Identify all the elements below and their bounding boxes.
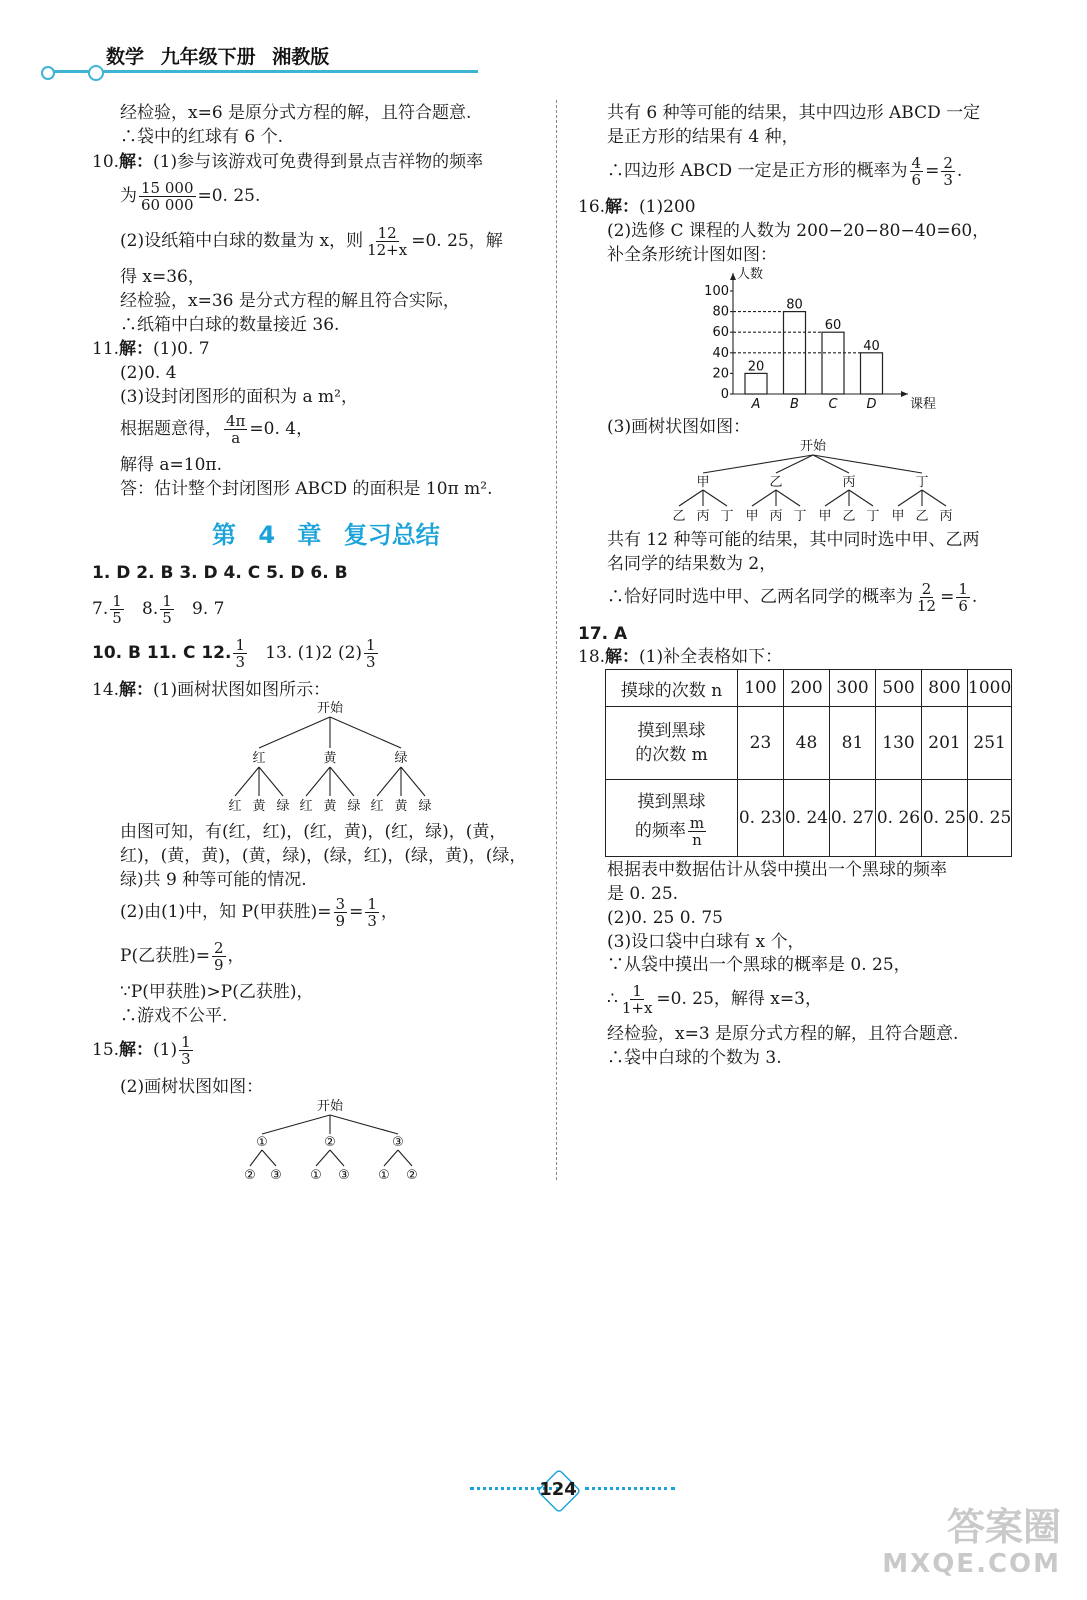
frequency-table — [605, 669, 1012, 857]
right-fraction — [941, 155, 955, 188]
tree-edge — [401, 767, 425, 796]
table-cell: 0. 24 — [784, 780, 830, 857]
q14-text: (1)画树状图如图所示： — [153, 680, 331, 700]
frac-num: 2 — [921, 580, 932, 598]
q16-line — [578, 195, 696, 219]
q11-line: (2)0. 4 — [120, 363, 177, 383]
q14-line: ∵P(甲获胜)>P(乙获胜)， — [120, 982, 314, 1002]
y-axis-arrow — [730, 273, 736, 280]
frac-num: 1 — [367, 895, 377, 913]
tree-edge — [898, 490, 922, 506]
row-label: 摸到黑球 — [637, 791, 706, 812]
tree-edge — [849, 490, 873, 506]
tree-edge — [398, 1150, 412, 1166]
tree-leaf: 丁 — [793, 509, 807, 524]
q14-line: P(乙获胜)= $\frac{2}{9}$ ， — [120, 939, 245, 974]
frac-den: n — [692, 830, 702, 849]
tree-leaf: 丙 — [939, 509, 953, 524]
tree-edge — [330, 717, 401, 748]
q11-number: 11. — [92, 339, 120, 359]
answer-8: 8. — [142, 599, 159, 619]
tree-leaf: 甲 — [818, 509, 832, 524]
page-number — [533, 1470, 583, 1510]
row-label: 的次数 m — [635, 745, 708, 765]
tree-edge — [259, 717, 330, 748]
frac-den: 9 — [335, 912, 346, 930]
left-line: ∴袋中的红球有 6 个. — [120, 127, 284, 147]
bar-value-label: 40 — [863, 338, 880, 354]
q18-line — [607, 980, 822, 1018]
q14-number: 14. — [92, 680, 120, 700]
q15-number: 15. — [92, 1040, 120, 1060]
watermark-logo: 答案圈 — [946, 1505, 1061, 1549]
q10-number: 10. — [92, 152, 120, 172]
bar-value-label: 20 — [747, 359, 765, 375]
q11-frac-den: a — [231, 429, 241, 447]
frac-num: 4 — [911, 154, 922, 172]
tree-leaf: 甲 — [891, 509, 905, 524]
tree-root: 开始 — [316, 701, 344, 716]
frac-num: 2 — [213, 939, 224, 957]
chapter-title: 第 4 章 复习总结 — [212, 521, 440, 549]
left-line: 经检验，x=6 是原分式方程的解，且符合题意. — [120, 103, 472, 123]
q11-text: 根据题意得， — [120, 419, 222, 439]
answer-9: 9. 7 — [192, 599, 225, 619]
q18-jie: 解： — [605, 647, 640, 667]
q10-fraction — [139, 180, 196, 213]
header-dot-small — [41, 66, 55, 80]
q14-line: (2)由(1)中，知 P(甲获胜)= $\frac{3}{9}$ = $\frac{1}{3}$ ， — [120, 895, 398, 930]
q18-number: 18. — [578, 647, 606, 667]
tree-root: 开始 — [316, 1099, 344, 1114]
tree-edge — [679, 490, 703, 506]
answers-row — [92, 590, 224, 628]
q16-line: 共有 12 种等可能的结果，其中同时选中甲、乙两 — [607, 530, 980, 550]
frac-den: 3 — [367, 912, 377, 930]
q16-line: 名同学的结果数为 2， — [607, 554, 777, 574]
tree-node-1: 黄 — [323, 751, 337, 766]
q17-line: 17. A — [578, 624, 628, 644]
q16-line: (3)画树状图如图： — [607, 417, 751, 437]
y-tick-label: 40 — [712, 345, 729, 361]
q10-frac-den: 60 000 — [141, 196, 194, 214]
header-subject: 数学 — [106, 46, 145, 68]
bar-A — [745, 373, 767, 394]
table-fraction — [688, 815, 706, 848]
table-cell: 800 — [922, 670, 968, 707]
table-cell: 500 — [876, 670, 922, 707]
q10-text: (2)设纸箱中白球的数量为 x，则 — [120, 231, 364, 251]
table-cell: 0. 23 — [738, 780, 784, 857]
q14-fraction — [365, 896, 379, 929]
frac-den: 5 — [112, 609, 122, 627]
tree-leaf: 丙 — [769, 509, 783, 524]
frac-den: 9 — [213, 956, 224, 974]
x-tick-label: A — [751, 397, 761, 412]
q10-text: 为 — [120, 186, 137, 206]
tree-edge — [384, 1150, 398, 1166]
table-cell: 81 — [830, 707, 876, 780]
table-cell: 300 — [830, 670, 876, 707]
tree-leaf: ① — [378, 1168, 390, 1183]
q11-jie: 解： — [119, 339, 154, 359]
tree-node-1: 绿 — [394, 751, 408, 766]
tree-leaf: ② — [406, 1168, 418, 1183]
table-row — [606, 670, 1012, 707]
table-header-cell: 摸球的次数 n — [606, 670, 738, 707]
q14-text: P(乙获胜)= — [120, 946, 210, 966]
q18-line: ∵从袋中摸出一个黑球的概率是 0. 25， — [607, 955, 911, 975]
q10-line: ∴纸箱中白球的数量接近 36. — [120, 315, 340, 335]
tree-leaf: ③ — [338, 1168, 350, 1183]
x-tick-label: B — [790, 397, 799, 412]
right-fraction — [620, 983, 655, 1016]
tree-edge — [330, 767, 354, 796]
tree-branch-yellow — [299, 767, 360, 814]
q10-jie: 解： — [119, 152, 154, 172]
q14-fraction — [212, 940, 226, 973]
tree-edge — [235, 767, 259, 796]
y-axis-label: 人数 — [737, 267, 764, 282]
watermark-url: MXQE.COM — [882, 1549, 1061, 1579]
frac-num: 1 — [235, 636, 245, 654]
q10-text: (1)参与该游戏可免费得到景点吉祥物的频率 — [153, 152, 484, 172]
q10-text: =0. 25，解 — [411, 231, 503, 251]
table-row — [606, 780, 1012, 857]
table-cell: 201 — [922, 707, 968, 780]
table-cell: 0. 25 — [922, 780, 968, 857]
tree-leaf: 乙 — [915, 509, 929, 524]
row-label: 摸到黑球 — [637, 721, 706, 741]
q14-line: ∴游戏不公平. — [120, 1006, 228, 1026]
tree-node-1: 丁 — [915, 475, 929, 490]
right-text: ∴ — [607, 989, 618, 1009]
right-fraction — [915, 581, 938, 614]
row-label: 的频率 — [634, 820, 686, 841]
right-line: ∴四边形 ABCD 一定是正方形的概率为 $\frac{4}{6}$ = $\frac{2}{3}$ . — [607, 154, 963, 189]
answer-fraction — [110, 593, 124, 626]
q16-jie: 解： — [605, 197, 640, 217]
tree-node-1: ① — [256, 1135, 268, 1150]
q11-frac-num: 4π — [226, 412, 246, 430]
bar-C — [822, 332, 844, 394]
table-cell: 23 — [738, 707, 784, 780]
tree-leaf: 甲 — [745, 509, 759, 524]
right-text: ∴恰好同时选中甲、乙两名同学的概率为 — [607, 587, 913, 607]
q14-line: 红)，(黄，黄)，(黄，绿)，(绿，红)，(绿，黄)，(绿， — [120, 846, 527, 866]
frac-den: 5 — [162, 609, 172, 627]
table-cell: 251 — [968, 707, 1012, 780]
q10-frac-num: 12 — [377, 224, 397, 242]
tree-node-1: ③ — [392, 1135, 404, 1150]
q10-line: 经检验，x=36 是分式方程的解且符合实际， — [120, 291, 460, 311]
q14-fraction — [334, 896, 348, 929]
table-cell: 48 — [784, 707, 830, 780]
q18-line: (3)设口袋中白球有 x 个， — [607, 932, 805, 952]
tree-node-1: 乙 — [769, 475, 783, 490]
table-cell: 1000 — [968, 670, 1012, 707]
q10-line — [120, 222, 503, 260]
right-line: 共有 6 种等可能的结果，其中四边形 ABCD 一定 — [607, 103, 981, 123]
answers-row: 1. D 2. B 3. D 4. C 5. D 6. B — [92, 563, 348, 583]
header-grade: 九年级下册 — [160, 46, 256, 68]
tree-leaf: 黄 — [323, 799, 337, 814]
table-header-cell — [606, 707, 738, 780]
tree-node-1: 甲 — [696, 475, 710, 490]
tree-edge — [250, 1150, 262, 1166]
q11-line: (3)设封闭图形的面积为 a m²， — [120, 387, 358, 407]
column-divider — [556, 100, 557, 1180]
table-cell: 0. 26 — [876, 780, 922, 857]
table-row — [606, 707, 1012, 780]
frac-num: 1 — [632, 982, 642, 1000]
tree-edge — [262, 1115, 330, 1134]
table-cell: 200 — [784, 670, 830, 707]
bar-chart — [695, 262, 937, 412]
bar-value-label: 80 — [786, 297, 803, 313]
q11-line: 解得 a=10π. — [120, 455, 222, 475]
x-axis-arrow — [901, 391, 908, 397]
tree-edge — [259, 767, 283, 796]
q18-line: 根据表中数据估计从袋中摸出一个黑球的频率 — [607, 860, 947, 880]
page-header — [106, 42, 329, 69]
right-text: ∴四边形 ABCD 一定是正方形的概率为 — [607, 161, 908, 181]
q15-text: (1) — [153, 1040, 178, 1060]
q11-fraction — [224, 413, 247, 446]
q15-fraction — [179, 1034, 193, 1067]
tree-leaf: ② — [244, 1168, 256, 1183]
q15-jie: 解： — [119, 1040, 154, 1060]
tree-leaf: 绿 — [418, 799, 432, 814]
tree-leaf: 黄 — [394, 799, 408, 814]
x-tick-label: C — [828, 397, 838, 412]
tree-node-1: 红 — [252, 751, 266, 766]
frac-den: 3 — [235, 653, 245, 671]
tree-edge — [316, 1150, 330, 1166]
header-rule — [44, 70, 478, 73]
q18-line: 经检验，x=3 是原分式方程的解，且符合题意. — [607, 1024, 959, 1044]
q10-line: 得 x=36， — [120, 267, 205, 287]
answers-row — [92, 634, 380, 672]
q10-line — [92, 150, 483, 174]
watermark — [882, 1505, 1061, 1579]
table-cell: 0. 25 — [968, 780, 1012, 857]
tree-diagram-14 — [215, 698, 445, 818]
frac-num: m — [689, 813, 705, 832]
tree-edge — [330, 1115, 398, 1134]
tree-leaf: 红 — [370, 799, 384, 814]
frac-den: 6 — [958, 597, 968, 615]
header-dot — [88, 65, 104, 81]
frac-num: 1 — [112, 592, 122, 610]
answer-fraction — [233, 637, 247, 670]
answer-10-12: 10. B 11. C 12. — [92, 643, 232, 663]
table-cell: 130 — [876, 707, 922, 780]
right-line: 是正方形的结果有 4 种， — [607, 127, 799, 147]
q14-line: 绿)共 9 种等可能的情况. — [120, 870, 307, 890]
tree-leaf: ③ — [270, 1168, 282, 1183]
tree-edge — [825, 490, 849, 506]
answer-fraction — [364, 637, 378, 670]
tree-root: 开始 — [799, 439, 827, 454]
y-tick-label: 80 — [712, 304, 729, 320]
tree-leaf: 绿 — [276, 799, 290, 814]
q11-line — [120, 410, 313, 448]
tree-leaf: 红 — [299, 799, 313, 814]
q14-line: 由图可知，有(红，红)，(红，黄)，(红，绿)，(黄， — [120, 822, 507, 842]
frac-den: 6 — [911, 171, 922, 189]
right-fraction — [910, 155, 924, 188]
q18-line: ∴袋中白球的个数为 3. — [607, 1048, 782, 1068]
frac-den: 3 — [943, 171, 953, 189]
tree-node-1: 丙 — [842, 475, 856, 490]
tree-diagram-16 — [663, 436, 963, 526]
tree-edge — [752, 490, 776, 506]
q18-line — [578, 645, 782, 669]
tree-edge — [377, 767, 401, 796]
frac-den: 1+x — [621, 999, 653, 1017]
tree-diagram-15 — [230, 1096, 430, 1186]
q11-line — [92, 337, 210, 361]
tree-leaf: ① — [310, 1168, 322, 1183]
frac-den: 12 — [917, 597, 937, 615]
frac-num: 1 — [958, 580, 968, 598]
q16-line: (2)选修 C 课程的人数为 200−20−80−40=60， — [607, 221, 990, 241]
tree-leaf: 丁 — [720, 509, 734, 524]
frac-num: 1 — [366, 636, 376, 654]
header-edition: 湘教版 — [272, 46, 330, 68]
answer-7: 7. — [92, 599, 109, 619]
q18-line: 是 0. 25. — [607, 884, 679, 904]
tree-edge — [703, 455, 813, 473]
answer-fraction — [160, 593, 174, 626]
q10-frac-num: 15 000 — [141, 179, 194, 197]
q14-text: (2)由(1)中，知 P(甲获胜)= — [120, 902, 332, 922]
bar-D — [861, 353, 883, 394]
frac-den: 3 — [181, 1050, 191, 1068]
table-cell: 100 — [738, 670, 784, 707]
tree-leaf: 绿 — [347, 799, 361, 814]
q16-line: 补全条形统计图如图： — [607, 245, 777, 265]
footer-dots-right — [585, 1487, 675, 1490]
answer-13: 13. (1)2 (2) — [265, 643, 363, 663]
tree-node-1: ② — [324, 1135, 336, 1150]
tree-leaf: 红 — [228, 799, 242, 814]
tree-branch-green — [370, 767, 431, 814]
q18-line: (2)0. 25 0. 75 — [607, 908, 723, 928]
tree-edge — [922, 490, 946, 506]
tree-leaf: 丁 — [866, 509, 880, 524]
page-number-text: 124 — [539, 1479, 577, 1500]
q10-line — [120, 177, 260, 215]
y-tick-label: 100 — [704, 284, 729, 299]
q11-text: =0. 4， — [249, 419, 314, 439]
q16-number: 16. — [578, 197, 606, 217]
tree-leaf: 乙 — [842, 509, 856, 524]
tree-leaf: 乙 — [672, 509, 686, 524]
q15-line — [92, 1031, 195, 1069]
tree-branch-red — [228, 767, 289, 814]
q14-jie: 解： — [119, 680, 154, 700]
y-tick-label: 20 — [712, 366, 729, 382]
bar-value-label: 60 — [824, 318, 842, 334]
y-tick-label: 60 — [712, 325, 729, 341]
q10-fraction — [365, 225, 409, 258]
q10-frac-den: 12+x — [367, 241, 408, 259]
frac-den: 3 — [366, 653, 376, 671]
frac-num: 3 — [335, 895, 346, 913]
right-fraction — [956, 581, 970, 614]
q11-text: (1)0. 7 — [153, 339, 210, 359]
x-axis-label: 课程 — [910, 397, 937, 412]
tree-edge — [330, 1150, 344, 1166]
q15-line: (2)画树状图如图： — [120, 1077, 264, 1097]
q16-text: (1)200 — [639, 197, 696, 217]
tree-edge — [776, 490, 800, 506]
y-tick-label: 0 — [720, 387, 729, 402]
table-header-cell — [606, 780, 738, 857]
frac-num: 1 — [162, 592, 172, 610]
tree-leaf: 丙 — [696, 509, 710, 524]
q16-line: ∴恰好同时选中甲、乙两名同学的概率为 $\frac{2}{12}$ = $\frac{1}{6}$ . — [607, 580, 978, 615]
tree-edge — [262, 1150, 276, 1166]
x-tick-label: D — [866, 397, 877, 412]
tree-edge — [813, 455, 922, 473]
frac-num: 1 — [181, 1033, 191, 1051]
q18-text: (1)补全表格如下： — [639, 647, 783, 667]
table-cell: 0. 27 — [830, 780, 876, 857]
right-text: =0. 25，解得 x=3， — [656, 989, 822, 1009]
frac-num: 2 — [943, 154, 953, 172]
q10-text: =0. 25. — [197, 186, 261, 206]
q11-line: 答：估计整个封闭图形 ABCD 的面积是 10π m². — [120, 479, 493, 499]
tree-edge — [703, 490, 727, 506]
tree-leaf: 黄 — [252, 799, 266, 814]
tree-edge — [306, 767, 330, 796]
